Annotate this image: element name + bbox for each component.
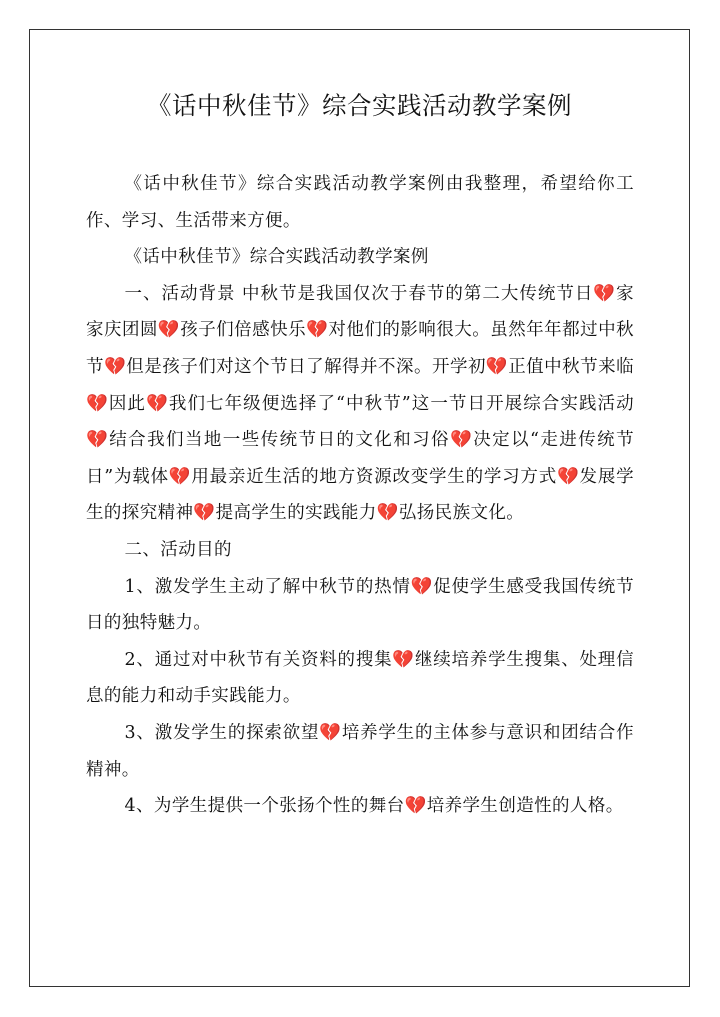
paragraph-purpose-1: 1、激发学生主动了解中秋节的热情💔促使学生感受我国传统节日的独特魅力。: [86, 576, 634, 634]
paragraph-purpose-3: 3、激发学生的探索欲望💔培养学生的主体参与意识和团结合作精神。: [86, 722, 634, 780]
paragraph-background: 一、活动背景 中秋节是我国仅次于春节的第二大传统节日💔家家庆团圆💔孩子们倍感快乐💔对他们的影响很大。虽然年年都过中秋节💔但是孩子们对这个节日了解得并不深。开学初💔正值中秋节来临💔因此💔我们七年级便选择了“中秋节”这一节日开展综合实践活动💔结合我们当地一些传统节日的文化和习俗💔决定以“走进传统节日”为载体💔用最亲近生活的地方资源改变学生的学习方式💔发展学生的探究精神💔提高学生的实践能力💔弘扬民族文化。: [86, 283, 634, 524]
paragraph-purpose-heading: 二、活动目的: [124, 539, 232, 560]
paragraph-subtitle: 《话中秋佳节》综合实践活动教学案例: [124, 247, 429, 268]
document-title: 《话中秋佳节》综合实践活动教学案例: [147, 91, 572, 120]
document-body: [86, 166, 634, 825]
paragraph-purpose-4: 4、为学生提供一个张扬个性的舞台💔培养学生创造性的人格。: [124, 796, 624, 817]
paragraph-intro: 《话中秋佳节》综合实践活动教学案例由我整理，希望给你工作、学习、生活带来方便。: [86, 174, 634, 231]
paragraph-purpose-2: 2、通过对中秋节有关资料的搜集💔继续培养学生搜集、处理信息的能力和动手实践能力。: [86, 649, 634, 707]
